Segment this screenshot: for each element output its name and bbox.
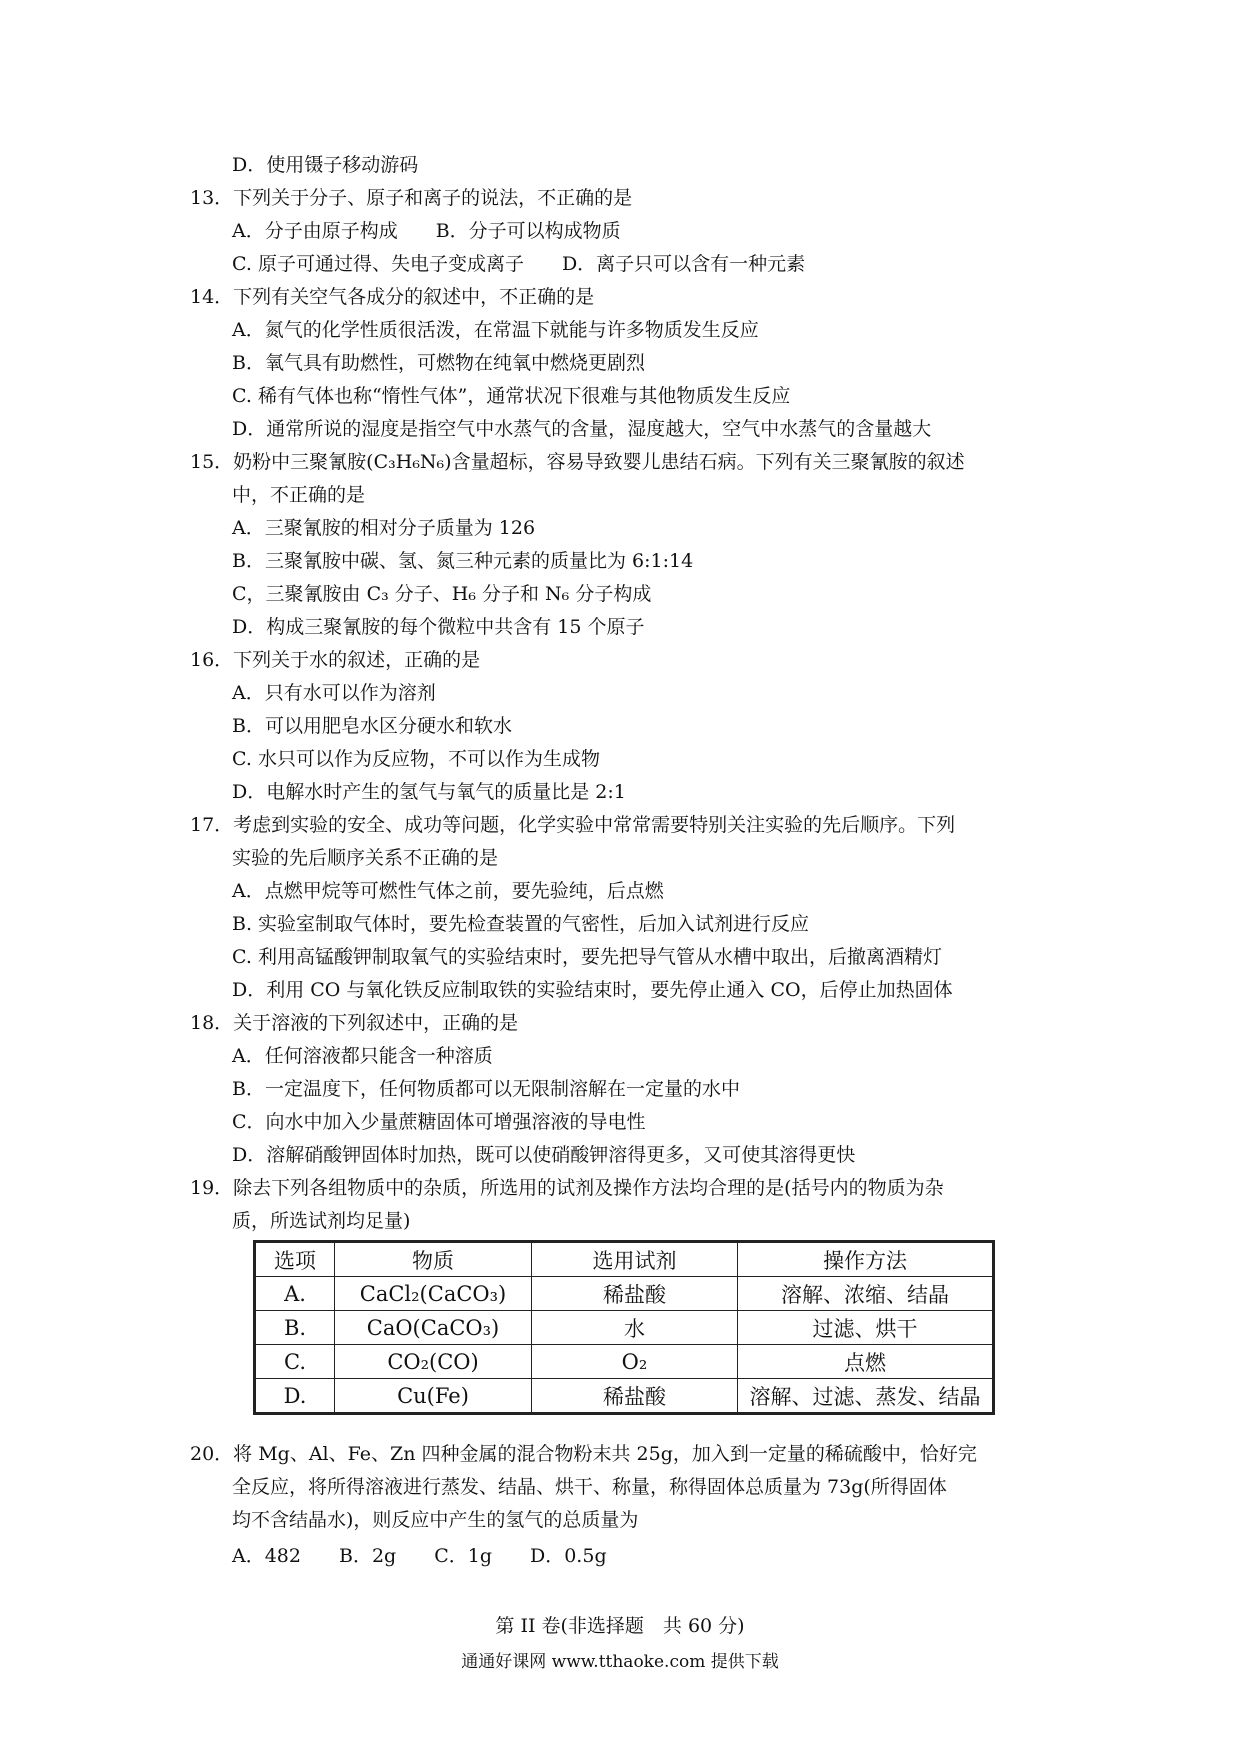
option-line: B．氧气具有助燃性，可燃物在纯氧中燃烧更剧烈 [232, 352, 645, 374]
question-17: 17．考虑到实验的安全、成功等问题，化学实验中常常需要特别关注实验的先后顺序。下列 [190, 814, 956, 836]
table-cell: O₂ [532, 1345, 738, 1379]
table-cell: 水 [532, 1311, 738, 1345]
question-19: 19．除去下列各组物质中的杂质，所选用的试剂及操作方法均合理的是(括号内的物质为杂 [190, 1177, 944, 1199]
question-20: 20．将 Mg、Al、Fe、Zn 四种金属的混合物粉末共 25g，加入到一定量的稀硫酸中，恰好完 [190, 1443, 977, 1465]
option-line: C. 水只可以作为反应物，不可以作为生成物 [232, 748, 600, 770]
option-line: A．482 B．2g C．1g D．0.5g [232, 1545, 607, 1567]
table-cell: 点燃 [738, 1345, 994, 1379]
table-cell: B. [255, 1311, 335, 1345]
options-table [253, 1240, 995, 1415]
option-line: C. 利用高锰酸钾制取氧气的实验结束时，要先把导气管从水槽中取出，后撤离酒精灯 [232, 946, 942, 968]
table-cell: D. [255, 1379, 335, 1414]
table-cell: 溶解、浓缩、结晶 [738, 1277, 994, 1311]
option-line: B．三聚氰胺中碳、氢、氮三种元素的质量比为 6:1:14 [232, 550, 694, 572]
table-row [255, 1311, 994, 1345]
table-row [255, 1379, 994, 1414]
option-line: B．一定温度下，任何物质都可以无限制溶解在一定量的水中 [232, 1078, 740, 1100]
table-cell: Cu(Fe) [335, 1379, 532, 1414]
option-line: C. 原子可通过得、失电子变成离子 D．离子只可以含有一种元素 [232, 253, 806, 275]
table-header: 选用试剂 [532, 1242, 738, 1277]
section-title: 第 II 卷(非选择题 共 60 分) [495, 1615, 745, 1637]
table-cell: A. [255, 1277, 335, 1311]
table-row [255, 1345, 994, 1379]
question-16: 16．下列关于水的叙述，正确的是 [190, 649, 481, 671]
option-line: D．使用镊子移动游码 [232, 154, 419, 176]
table-header: 物质 [335, 1242, 532, 1277]
question-18: 18．关于溶液的下列叙述中，正确的是 [190, 1012, 519, 1034]
option-line: D．电解水时产生的氢气与氧气的质量比是 2:1 [232, 781, 626, 803]
option-line: A．任何溶液都只能含一种溶质 [232, 1045, 493, 1067]
question-15-cont: 中，不正确的是 [232, 484, 366, 506]
table-header-row [255, 1242, 994, 1277]
table-cell: C. [255, 1345, 335, 1379]
question-19-cont: 质，所选试剂均足量) [232, 1210, 411, 1232]
option-line: D．溶解硝酸钾固体时加热，既可以使硝酸钾溶得更多，又可使其溶得更快 [232, 1144, 856, 1166]
table-cell: CaCl₂(CaCO₃) [335, 1277, 532, 1311]
question-20-cont: 均不含结晶水)，则反应中产生的氢气的总质量为 [232, 1509, 639, 1531]
option-line: B．可以用肥皂水区分硬水和软水 [232, 715, 512, 737]
table-header: 选项 [255, 1242, 335, 1277]
question-17-cont: 实验的先后顺序关系不正确的是 [232, 847, 499, 869]
option-line: B. 实验室制取气体时，要先检查装置的气密性，后加入试剂进行反应 [232, 913, 810, 935]
table-header: 操作方法 [738, 1242, 994, 1277]
option-line: A．氮气的化学性质很活泼，在常温下就能与许多物质发生反应 [232, 319, 759, 341]
option-line: D．构成三聚氰胺的每个微粒中共含有 15 个原子 [232, 616, 645, 638]
table-cell: CO₂(CO) [335, 1345, 532, 1379]
option-line: A．点燃甲烷等可燃性气体之前，要先验纯，后点燃 [232, 880, 664, 902]
question-15: 15．奶粉中三聚氰胺(C₃H₆N₆)含量超标，容易导致婴儿患结石病。下列有关三聚氰胺的叙述 [190, 451, 965, 473]
table-cell: 溶解、过滤、蒸发、结晶 [738, 1379, 994, 1414]
option-line: C．向水中加入少量蔗糖固体可增强溶液的导电性 [232, 1111, 646, 1133]
question-20-cont: 全反应，将所得溶液进行蒸发、结晶、烘干、称量，称得固体总质量为 73g(所得固体 [232, 1476, 947, 1498]
option-line: A．只有水可以作为溶剂 [232, 682, 436, 704]
question-14: 14．下列有关空气各成分的叙述中，不正确的是 [190, 286, 595, 308]
question-13: 13．下列关于分子、原子和离子的说法，不正确的是 [190, 187, 633, 209]
option-line: C. 稀有气体也称“惰性气体”，通常状况下很难与其他物质发生反应 [232, 385, 791, 407]
option-line: A．分子由原子构成 B．分子可以构成物质 [232, 220, 621, 242]
table-cell: 稀盐酸 [532, 1379, 738, 1414]
option-line: D．利用 CO 与氧化铁反应制取铁的实验结束时，要先停止通入 CO，后停止加热固体 [232, 979, 953, 1001]
table-row [255, 1277, 994, 1311]
table-cell: 稀盐酸 [532, 1277, 738, 1311]
option-line: C，三聚氰胺由 C₃ 分子、H₆ 分子和 N₆ 分子构成 [232, 583, 652, 605]
table-cell: CaO(CaCO₃) [335, 1311, 532, 1345]
option-line: D．通常所说的湿度是指空气中水蒸气的含量，湿度越大，空气中水蒸气的含量越大 [232, 418, 932, 440]
footer-text: 通通好课网 www.tthaoke.com 提供下载 [461, 1652, 779, 1672]
table-cell: 过滤、烘干 [738, 1311, 994, 1345]
option-line: A．三聚氰胺的相对分子质量为 126 [232, 517, 536, 539]
